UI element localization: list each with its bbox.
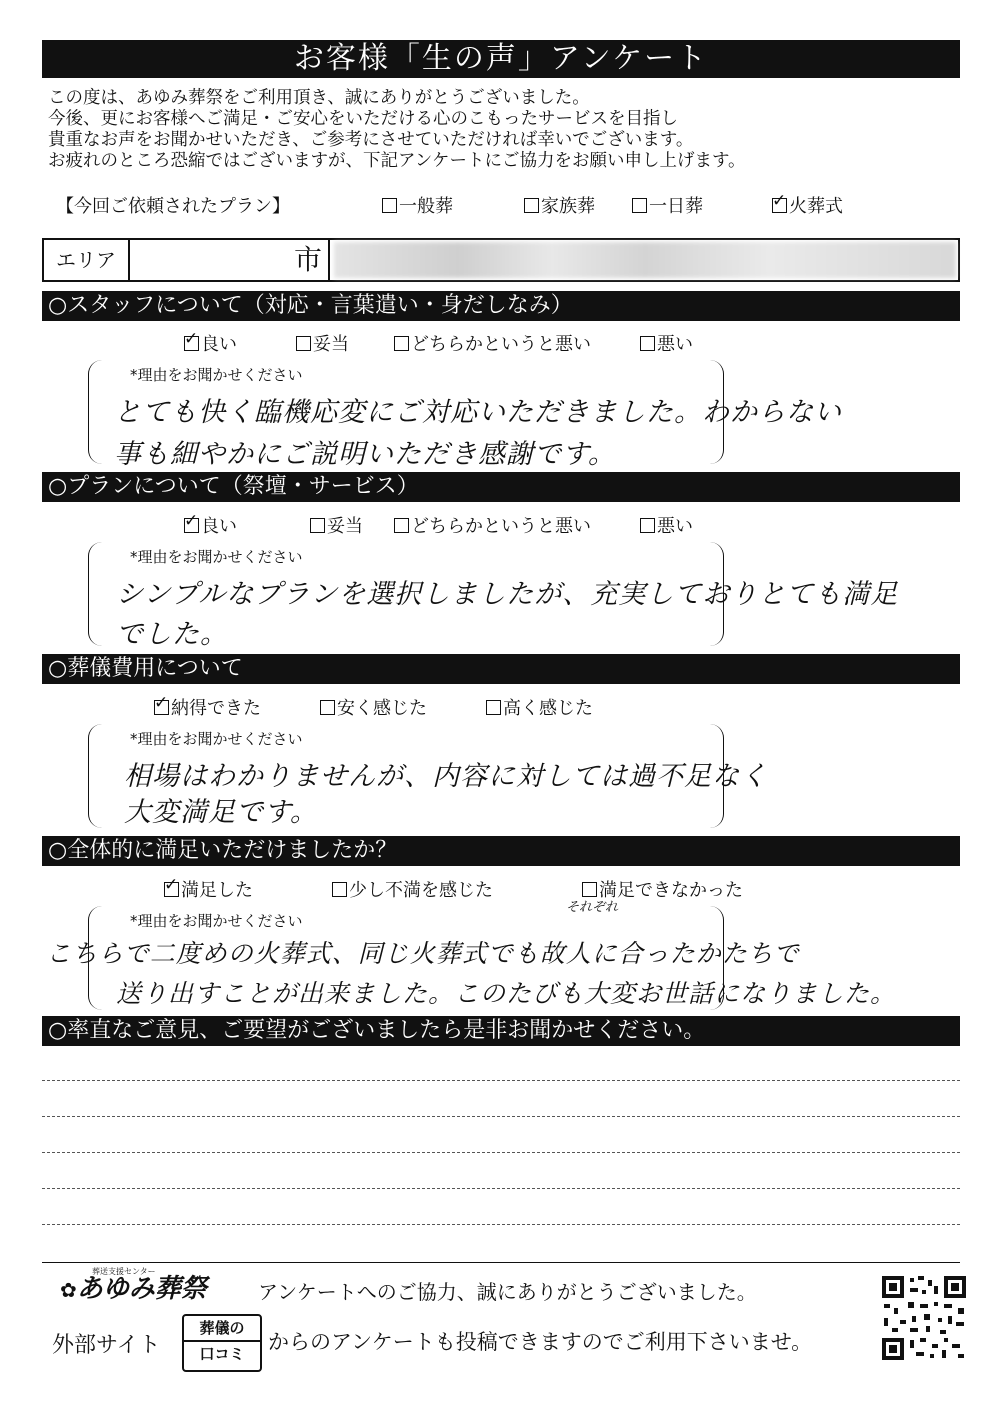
checkbox[interactable] <box>632 198 647 213</box>
checkbox[interactable] <box>310 518 325 533</box>
plan-option-general[interactable]: 一般葬 <box>382 192 453 218</box>
plan-option-family[interactable]: 家族葬 <box>524 192 595 218</box>
checkbox[interactable] <box>524 198 539 213</box>
reason-prompt: *理由をお聞かせください <box>130 548 303 566</box>
footer-divider <box>42 1262 960 1263</box>
section-header-comments: ○率直なご意見、ご要望がございましたら是非お聞かせください。 <box>42 1016 960 1046</box>
checkbox[interactable] <box>640 518 655 533</box>
section-header-plan: ○プランについて（祭壇・サービス） <box>42 472 960 502</box>
kuchikomi-logo[interactable]: 葬儀の 口コミ <box>182 1314 262 1372</box>
overall-answer-line: こちらで二度めの火葬式、同じ火葬式でも故人に合ったかたちで <box>46 939 800 968</box>
checkbox-checked[interactable] <box>164 882 179 897</box>
checkbox[interactable] <box>640 336 655 351</box>
checkbox[interactable] <box>332 882 347 897</box>
intro-line: 今後、更にお客様へご満足・ご安心をいただける心のこもったサービスを目指し <box>48 109 678 129</box>
cost-options: ✓納得できた 安く感じた 高く感じた <box>154 694 754 718</box>
checkbox-checked[interactable] <box>184 518 199 533</box>
comment-line[interactable] <box>42 1224 960 1225</box>
cost-answer-line: 相場はわかりませんが、内容に対しては過不足なく <box>124 761 768 792</box>
checkbox[interactable] <box>320 700 335 715</box>
section-header-overall: ○全体的に満足いただけましたか？ <box>42 836 960 866</box>
plan-options: ✓良い 妥当 どちらかというと悪い 悪い <box>184 512 784 536</box>
plan-answer-line: シンプルなプランを選択しましたが、充実しておりとても満足 <box>116 579 899 610</box>
comment-line[interactable] <box>42 1188 960 1189</box>
plan-option-oneday[interactable]: 一日葬 <box>632 192 703 218</box>
staff-answer-line: 事も細やかにご説明いただき感謝です。 <box>114 439 616 470</box>
checkbox-checked[interactable] <box>154 700 169 715</box>
reason-prompt: *理由をお聞かせください <box>130 730 303 748</box>
company-logo: ✿あゆみ葬祭 <box>60 1274 207 1304</box>
external-site-label: 外部サイト <box>52 1333 161 1358</box>
checkbox-checked[interactable] <box>184 336 199 351</box>
plan-row <box>48 192 958 218</box>
checkbox[interactable] <box>296 336 311 351</box>
plan-label: 【今回ご依頼されたプラン】 <box>56 196 290 217</box>
section-header-staff: ○スタッフについて（対応・言葉遣い・身だしなみ） <box>42 291 960 321</box>
comment-line[interactable] <box>42 1116 960 1117</box>
overall-options: ✓満足した 少し不満を感じた 満足できなかった <box>164 876 784 900</box>
reason-prompt: *理由をお聞かせください <box>130 912 303 930</box>
area-label: エリア <box>44 240 130 280</box>
page-title: お客様「生の声」アンケート <box>42 40 960 78</box>
flower-icon: ✿ <box>60 1278 77 1302</box>
section-header-cost: ○葬儀費用について <box>42 654 960 684</box>
checkbox[interactable] <box>486 700 501 715</box>
logo-subtitle: 葬送支援センター <box>92 1267 156 1276</box>
checkbox-checked[interactable] <box>772 198 787 213</box>
qr-code-icon[interactable] <box>880 1274 968 1362</box>
comment-line[interactable] <box>42 1080 960 1081</box>
external-site-text: からのアンケートも投稿できますのでご利用下さいませ。 <box>268 1330 813 1354</box>
cost-answer-line: 大変満足です。 <box>124 797 318 828</box>
checkbox[interactable] <box>394 336 409 351</box>
intro-line: お疲れのところ恐縮ではございますが、下記アンケートにご協力をお願い申し上げます。 <box>48 151 746 171</box>
reason-prompt: *理由をお聞かせください <box>130 366 303 384</box>
checkbox[interactable] <box>394 518 409 533</box>
plan-option-cremation[interactable]: ✓ 火葬式 <box>772 192 843 218</box>
comment-line[interactable] <box>42 1152 960 1153</box>
footer-thanks: アンケートへのご協力、誠にありがとうございました。 <box>258 1280 757 1304</box>
area-city: 市 <box>130 240 330 280</box>
checkbox[interactable] <box>582 882 597 897</box>
staff-options: ✓良い 妥当 どちらかというと悪い 悪い <box>184 330 784 354</box>
inserted-note: それぞれ <box>566 900 619 915</box>
checkbox[interactable] <box>382 198 397 213</box>
intro-line: 貴重なお声をお聞かせいただき、ご参考にさせていただければ幸いでございます。 <box>48 130 694 150</box>
intro-line: この度は、あゆみ葬祭をご利用頂き、誠にありがとうございました。 <box>48 88 590 108</box>
area-row <box>42 238 960 282</box>
overall-answer-line: 送り出すことが出来ました。このたびも大変お世話になりました。 <box>116 979 897 1008</box>
staff-answer-line: とても快く臨機応変にご対応いただきました。わからない <box>114 397 842 428</box>
intro-text <box>48 88 948 172</box>
plan-answer-line: でした。 <box>116 619 228 650</box>
redacted-area <box>334 242 956 278</box>
